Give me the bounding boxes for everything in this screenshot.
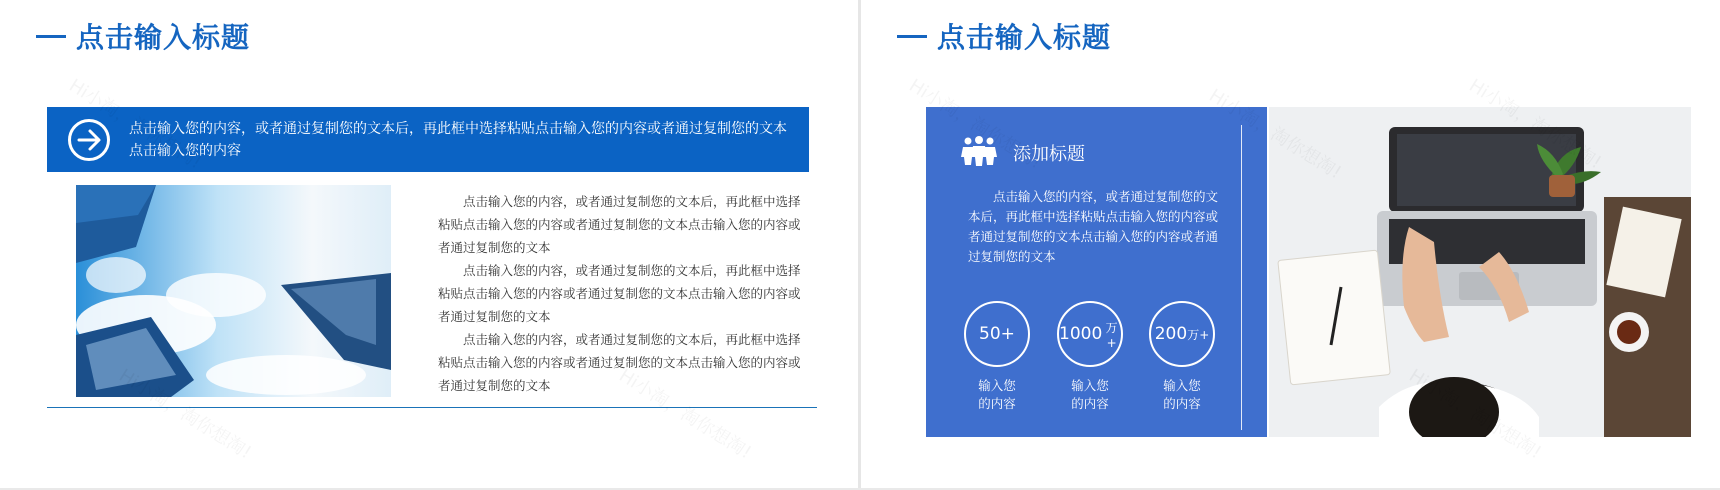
stat-caption-line: 输入您: [1071, 378, 1109, 393]
content-banner: [47, 107, 809, 172]
stat-item: [1057, 301, 1123, 413]
paragraph-2[interactable]: 点击输入您的内容，或者通过复制您的文本后，再此框中选择粘贴点击输入您的内容或者通过复制您的文本点击输入您的内容或者通过复制您的文本: [438, 263, 801, 324]
bottom-rule: [47, 407, 817, 408]
panel-divider: [1241, 125, 1242, 430]
stat-value[interactable]: 50+: [979, 324, 1015, 344]
title-text[interactable]: 点击输入标题: [76, 21, 251, 54]
stat-caption[interactable]: [1149, 377, 1215, 413]
stat-caption-line: 输入您: [1163, 378, 1201, 393]
slide-title: [897, 16, 1111, 56]
title-text[interactable]: 点击输入标题: [937, 21, 1112, 54]
stat-item: [1149, 301, 1215, 413]
stat-ring: [1149, 301, 1215, 367]
stat-caption[interactable]: [964, 377, 1030, 413]
stat-caption[interactable]: [1057, 377, 1123, 413]
stat-caption-line: 输入您: [978, 378, 1016, 393]
stat-value[interactable]: 200: [1154, 324, 1188, 344]
panel-text: [968, 187, 1230, 267]
title-dash: [36, 35, 66, 38]
panel-title[interactable]: 添加标题: [1013, 144, 1085, 165]
paragraph-1[interactable]: 点击输入您的内容，或者通过复制您的文本后，再此框中选择粘贴点击输入您的内容或者通过复制您的文本点击输入您的内容或者通过复制您的文本: [438, 194, 801, 255]
stat-ring: [1057, 301, 1123, 367]
people-group-icon: [961, 136, 997, 166]
paragraph-3[interactable]: 点击输入您的内容，或者通过复制您的文本后，再此框中选择粘贴点击输入您的内容或者通过复制您的文本点击输入您的内容或者通过复制您的文本: [438, 332, 801, 393]
city-buildings-image: [76, 185, 391, 397]
slide-title: [36, 16, 250, 56]
stat-caption-line: 的内容: [1163, 396, 1201, 411]
arrow-right-circle-icon: [67, 118, 111, 162]
title-dash: [897, 35, 927, 38]
paragraph-block: [438, 190, 808, 397]
stat-unit: 万+: [1105, 320, 1118, 350]
stat-value[interactable]: 1000: [1059, 324, 1103, 344]
slide-right: [861, 0, 1720, 490]
panel-paragraph[interactable]: 点击输入您的内容，或者通过复制您的文本后，再此框中选择粘贴点击输入您的内容或者通过复制您的文本点击输入您的内容或者通过复制您的文本: [968, 189, 1219, 264]
stat-unit: 万+: [1187, 327, 1210, 342]
stat-caption-line: 的内容: [1071, 396, 1109, 411]
laptop-desk-image: [1269, 107, 1691, 437]
stat-caption-line: 的内容: [978, 396, 1016, 411]
slide-left: [0, 0, 858, 490]
stat-item: [964, 301, 1030, 413]
stat-ring: [964, 301, 1030, 367]
banner-text[interactable]: 点击输入您的内容，或者通过复制您的文本后，再此框中选择粘贴点击输入您的内容或者通过复制您的文本点击输入您的内容: [129, 120, 787, 159]
